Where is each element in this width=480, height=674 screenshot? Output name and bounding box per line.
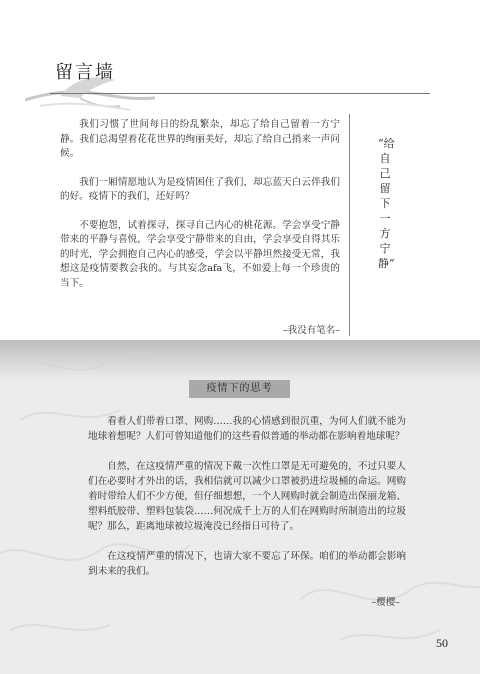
author-signature: –我没有笔名– xyxy=(282,325,340,336)
section-title: 疫情下的思考 xyxy=(189,380,290,398)
author-signature: –樱樱– xyxy=(371,597,400,608)
page-number: 50 xyxy=(436,636,448,650)
header-rule xyxy=(50,93,430,94)
paragraph: 自然，在这疫情严重的情况下戴一次性口罩是无可避免的，不过只要人们在必要时才外出的话，我相信就可以减少口罩被扔进垃圾桶的命运。网购着时带给人们不少方便，但仔细想想，一个人网购时就会制造出保丽龙箱、塑料纸胶带、塑料包装袋……何况成千上万的人们在网购时所制造出的垃圾呢？那么，距离地球被垃圾淹没已经指日可待了。 xyxy=(88,461,406,532)
vertical-quote: “给自己留下一方宁静” xyxy=(378,137,395,270)
bottom-article xyxy=(88,414,406,594)
paragraph: 不要抱怨，试着探寻，探寻自己内心的桃花源。学会享受宁静带来的平静与喜悦，学会享受宁静带来的自由，学会享受自得其乐的时光，学会拥抱自己内心的感受，学会以平静坦然接受无常，我想这是疫情要教会我的。与其妄念afa飞，不如爱上每一个珍贵的当下。 xyxy=(60,219,340,289)
paragraph: 看着人们带着口罩、网购……我的心情感到很沉重，为何人们就不能为地球着想呢？人们可曾知道他们的这些看似普通的举动都在影响着地球呢？ xyxy=(88,416,406,442)
vertical-divider xyxy=(349,114,350,336)
page-header xyxy=(0,0,480,110)
page-title: 留言墙 xyxy=(55,62,115,83)
top-article xyxy=(60,118,340,305)
paragraph: 我们一厢情愿地认为是疫情困住了我们，却忘蓝天白云伴我们的好。疫情下的我们，还好吗？ xyxy=(60,176,340,202)
paragraph: 在这疫情严重的情况下，也请大家不要忘了环保。咱们的举动都会影响到未来的我们。 xyxy=(88,551,406,577)
paragraph: 我们习惯了世间每日的纷乱繁杂，却忘了给自己留着一方宁静。我们总渴望着花花世界的绚丽美好，却忘了给自己捎来一声问候。 xyxy=(60,119,340,159)
